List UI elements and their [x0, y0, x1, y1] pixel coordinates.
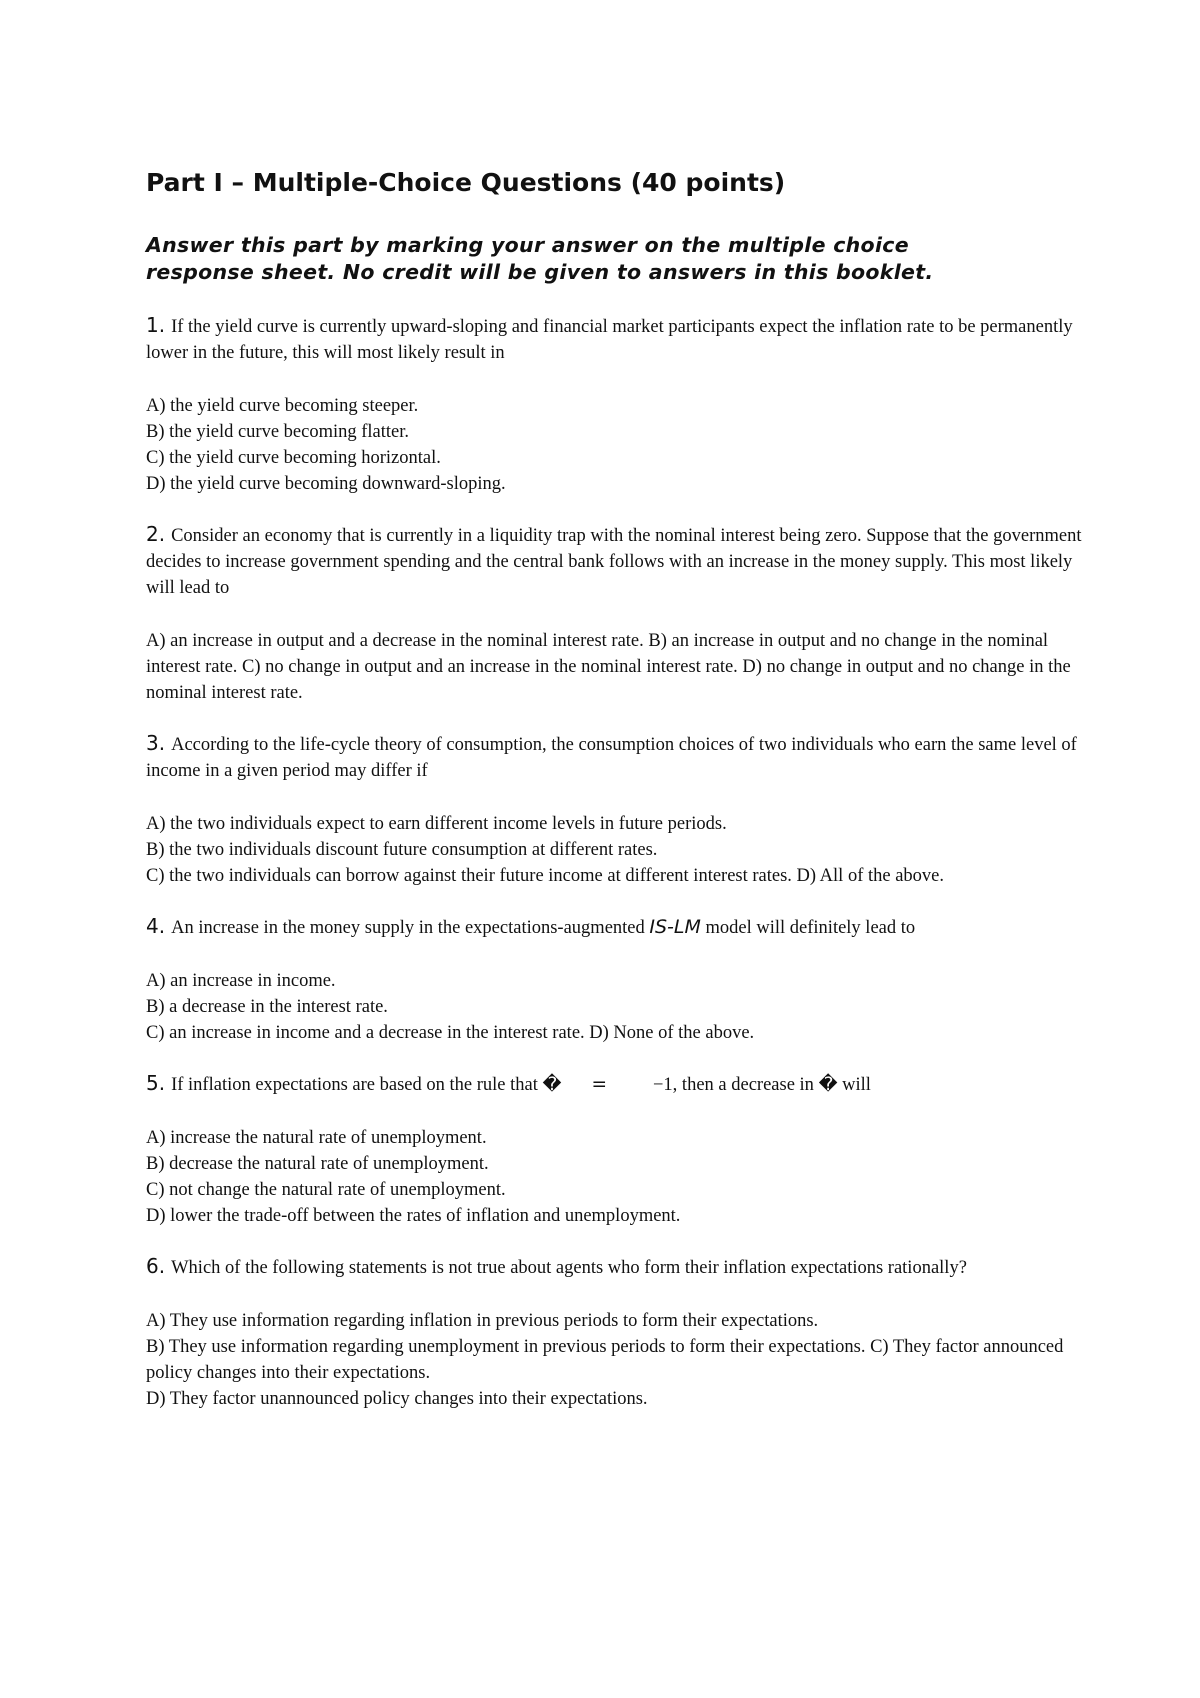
question-3 [146, 730, 1086, 889]
question-text: If the yield curve is currently upward-sloping and financial market participants expect the inflation rate to be permanently lower in the future, this will most likely result in [146, 317, 1073, 363]
instructions-line-1: Answer this part by marking your answer on the multiple choice [146, 233, 909, 257]
question-stem [146, 312, 1086, 366]
question-stem [146, 730, 1086, 784]
option-d: D) lower the trade-off between the rates of inflation and unemployment. [146, 1206, 681, 1226]
question-number: 3. [146, 731, 166, 755]
option-c-d: C) an increase in income and a decrease in the interest rate. D) None of the above. [146, 1023, 755, 1043]
question-text: According to the life-cycle theory of consumption, the consumption choices of two individuals who earn the same level of income in a given period may differ if [146, 735, 1077, 781]
question-6 [146, 1253, 1086, 1412]
question-stem [146, 913, 1086, 941]
question-4 [146, 913, 1086, 1046]
question-text-start: An increase in the money supply in the expectations-augmented [171, 918, 650, 938]
option-a: A) increase the natural rate of unemployment. [146, 1128, 487, 1148]
question-1 [146, 312, 1086, 497]
option-a: A) an increase in income. [146, 971, 336, 991]
question-stem [146, 1253, 1086, 1281]
option-d: D) They factor unannounced policy changes into their expectations. [146, 1389, 648, 1409]
equals-sign: = [591, 1074, 607, 1095]
question-text-end: will [837, 1075, 871, 1095]
instructions [146, 232, 1086, 286]
answer-options [146, 811, 1086, 889]
answer-options [146, 1125, 1086, 1229]
option-b: B) the yield curve becoming flatter. [146, 422, 410, 442]
option-a: A) They use information regarding inflation in previous periods to form their expectations. [146, 1311, 819, 1331]
model-term: IS-LM [649, 916, 701, 938]
question-number: 5. [146, 1071, 166, 1095]
question-number: 4. [146, 914, 166, 938]
missing-symbol-glyph: � [542, 1074, 562, 1095]
exam-page [146, 168, 1086, 1436]
question-5 [146, 1070, 1086, 1229]
option-d: D) the yield curve becoming downward-sloping. [146, 474, 506, 494]
question-text-middle: −1, then a decrease in [653, 1075, 819, 1095]
question-text-start: If inflation expectations are based on the rule that [171, 1075, 543, 1095]
question-stem [146, 521, 1086, 601]
question-text: Which of the following statements is not true about agents who form their inflation expectations rationally? [171, 1258, 967, 1278]
question-text-end: model will definitely lead to [700, 918, 916, 938]
option-a: A) the yield curve becoming steeper. [146, 396, 419, 416]
option-b: B) a decrease in the interest rate. [146, 997, 388, 1017]
question-stem [146, 1070, 1086, 1098]
answer-options [146, 1308, 1086, 1412]
question-text: Consider an economy that is currently in a liquidity trap with the nominal interest being zero. Suppose that the government decides to increase government spending and the central bank follows with an increase in the money supply. This most likely will lead to [146, 526, 1082, 598]
option-b-c: B) They use information regarding unemployment in previous periods to form their expectations. C) They factor announced policy changes into their expectations. [146, 1337, 1064, 1383]
option-b: B) decrease the natural rate of unemployment. [146, 1154, 489, 1174]
option-c: C) not change the natural rate of unemployment. [146, 1180, 506, 1200]
missing-symbol-glyph: � [818, 1074, 838, 1095]
question-number: 2. [146, 522, 166, 546]
instructions-line-2: response sheet. No credit will be given to answers in this booklet. [146, 260, 934, 284]
option-a: A) the two individuals expect to earn different income levels in future periods. [146, 814, 727, 834]
option-b: B) the two individuals discount future consumption at different rates. [146, 840, 658, 860]
answer-options [146, 393, 1086, 497]
answer-options [146, 968, 1086, 1046]
answer-options: A) an increase in output and a decrease in the nominal interest rate. B) an increase in output and no change in the nominal interest rate. C) no change in output and an increase in the nominal interest rate. D) no change in output and no change in the nominal interest rate. [146, 631, 1071, 703]
page-title: Part I – Multiple-Choice Questions (40 points) [146, 168, 786, 197]
question-2 [146, 521, 1086, 706]
question-number: 1. [146, 313, 166, 337]
option-c-d: C) the two individuals can borrow against their future income at different interest rates. D) All of the above. [146, 866, 945, 886]
option-c: C) the yield curve becoming horizontal. [146, 448, 441, 468]
question-number: 6. [146, 1254, 166, 1278]
